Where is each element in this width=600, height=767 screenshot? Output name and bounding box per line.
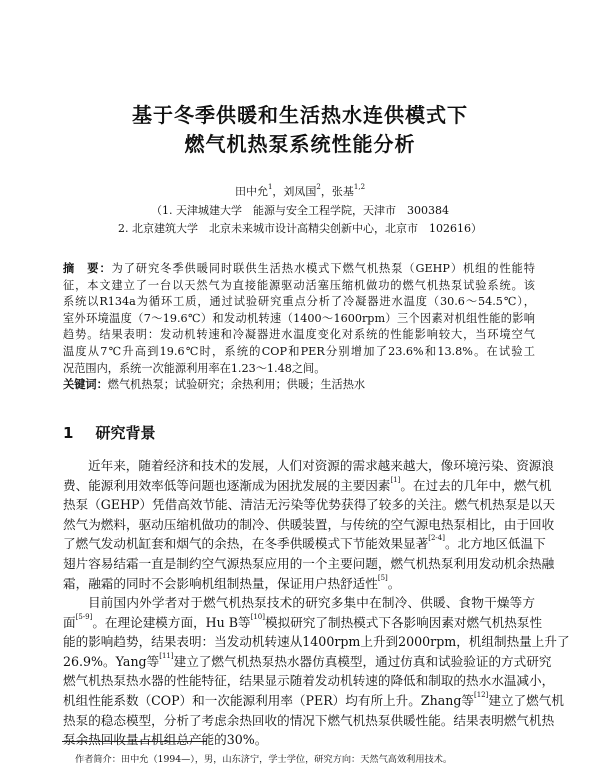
abstract-line: 摘 要：为了研究冬季供暖同时联供生活热水模式下燃气机热泵（GEHP）机组的性能特 xyxy=(63,262,535,275)
body-line xyxy=(63,651,552,672)
citation-superscript: 1,2 xyxy=(353,183,366,191)
footnote-divider xyxy=(62,741,206,742)
citation-superscript: [12] xyxy=(473,690,489,699)
body-line xyxy=(63,711,555,731)
text-run: 建立了燃气机 xyxy=(488,692,564,708)
affiliation-1: （1. 天津城建大学 能源与安全工程学院，天津市 300384 xyxy=(151,204,449,217)
text-run: 。在过去的几年中，燃气机 xyxy=(400,477,552,493)
text-run: 26.9%。Yang等 xyxy=(63,653,160,669)
body-line xyxy=(63,534,546,554)
paper-title-line-1: 基于冬季供暖和生活热水连供模式下 xyxy=(132,103,468,127)
section-heading: 1 研究背景 xyxy=(63,424,156,442)
abstract-label: 摘 要： xyxy=(63,262,112,275)
text-run: 热泵的稳态模型，分析了考虑余热回收的情况下燃气机热泵供暖性能。结果表明燃气机热 xyxy=(63,712,555,728)
citation-superscript: [5] xyxy=(377,573,388,582)
citation-superscript: 1 xyxy=(267,183,273,191)
body-line xyxy=(63,456,554,476)
text-run: 近年来，随着经济和技术的发展，人们对资源的需求越来越大，像环境污染、资源浪 xyxy=(88,458,554,473)
body-line xyxy=(63,475,552,496)
body-line xyxy=(63,671,555,691)
citation-superscript: [5-9] xyxy=(75,612,93,621)
abstract-line: 系统以R134a为循环工质，通过试验研究重点分析了冷凝器进水温度（30.6～54.5℃）， xyxy=(63,295,535,309)
citation-superscript: 2 xyxy=(316,183,321,191)
text-run: 机组性能系数（COP）和一次能源利用率（PER）均有所上升。Zhang等 xyxy=(63,692,474,708)
paper-title-line-2: 燃气机热泵系统性能分析 xyxy=(184,132,416,156)
body-line xyxy=(63,632,570,652)
keywords: 关键词：燃气机热泵；试验研究；余热利用；供暖；生活热水 xyxy=(63,378,366,392)
text-run: 面 xyxy=(63,614,76,630)
paragraph-1 xyxy=(63,456,556,593)
text-run: 。 xyxy=(387,575,401,591)
abstract-line: 温度从7℃升高到19.6℃时，系统的COP和PER分别增加了23.6%和13.8%。在试验工 xyxy=(63,344,535,358)
footnote: 作者简介：田中允（1994—），男，山东济宁，学士学位，研究方向：天然气高效利用技术。 xyxy=(75,754,453,765)
text-run: 翅片容易结霜一直是制约空气源热泵应用的一个主要问题，燃气机热泵利用发动机余热融 xyxy=(63,555,555,571)
text-run: 费、能源利用效率低等问题也逐渐成为困扰发展的主要因素 xyxy=(63,477,391,493)
citation-superscript: [2-4] xyxy=(428,534,445,543)
citation-superscript: [11] xyxy=(159,651,174,660)
body-line xyxy=(63,495,556,515)
authors xyxy=(0,183,600,199)
body-line xyxy=(63,593,535,613)
citation-superscript: [10] xyxy=(250,612,265,621)
text-run: 。北方地区低温下 xyxy=(444,536,546,552)
body-line xyxy=(63,554,555,574)
abstract-line: 况范围内，系统一次能源利用率在1.23～1.48之间。 xyxy=(63,361,326,375)
body-line xyxy=(63,690,564,711)
body-line xyxy=(63,730,535,750)
text-run: ，张基 xyxy=(320,185,354,198)
text-run: 了燃气发动机缸套和烟气的余热，在冬季供暖模式下节能效果显著 xyxy=(63,536,429,552)
text-run: 热泵（GEHP）凭借高效节能、清洁无污染等优势获得了较多的关注。燃气机热泵是以天 xyxy=(63,497,556,513)
text-run: 然气为燃料，驱动压缩机做功的制冷、供暖装置，与传统的空气源电热泵相比，由于回收 xyxy=(63,516,555,532)
text-run: 霜，融霜的同时不会影响机组制热量，保证用户热舒适性 xyxy=(63,575,378,591)
abstract-line: 趋势。结果表明：发动机转速和冷凝器进水温度变化对系统的性能影响较大，当环境空气 xyxy=(63,328,535,342)
affiliation-2: 2. 北京建筑大学 北京未来城市设计高精尖创新中心，北京市 102616） xyxy=(118,222,482,235)
text-run: 建立了燃气机热泵热水器仿真模型，通过仿真和试验验证的方式研究 xyxy=(173,653,552,669)
body-line xyxy=(63,612,543,633)
text-run: 模拟研究了制热模式下各影响因素对燃气机热泵性 xyxy=(265,614,543,630)
body-line xyxy=(63,574,535,594)
keywords-label: 关键词： xyxy=(63,378,108,392)
text-run: 泵余热回收量占机组总产能的30%。 xyxy=(63,732,268,748)
abstract-line: 室外环境温度（7～19.6℃）和发动机转速（1400～1600rpm）三个因素对机组性能的影响 xyxy=(63,311,535,325)
text-run: 。在理论建模方面，Hu B等 xyxy=(92,614,251,630)
abstract-line: 征，本文建立了一台以天然气为直接能源驱动活塞压缩机做功的燃气机热泵试验系统。该 xyxy=(63,278,535,292)
text-run: ，刘凤国 xyxy=(272,185,317,198)
paragraph-2 xyxy=(63,593,570,750)
text-run: 目前国内外学者对于燃气机热泵技术的研究多集中在制冷、供暖、食物干燥等方 xyxy=(88,595,535,610)
text-run: 田中允 xyxy=(234,185,268,198)
text-run: 燃气机热泵热水器的性能特征，结果显示随着发动机转速的降低和制取的热水水温减小， xyxy=(63,673,555,689)
citation-superscript: [1] xyxy=(390,475,401,484)
abstract xyxy=(63,261,535,394)
text-run: 能的影响趋势，结果表明：当发动机转速从1400rpm上升到2000rpm，机组制热量上升了 xyxy=(63,634,570,650)
body-line xyxy=(63,515,555,535)
